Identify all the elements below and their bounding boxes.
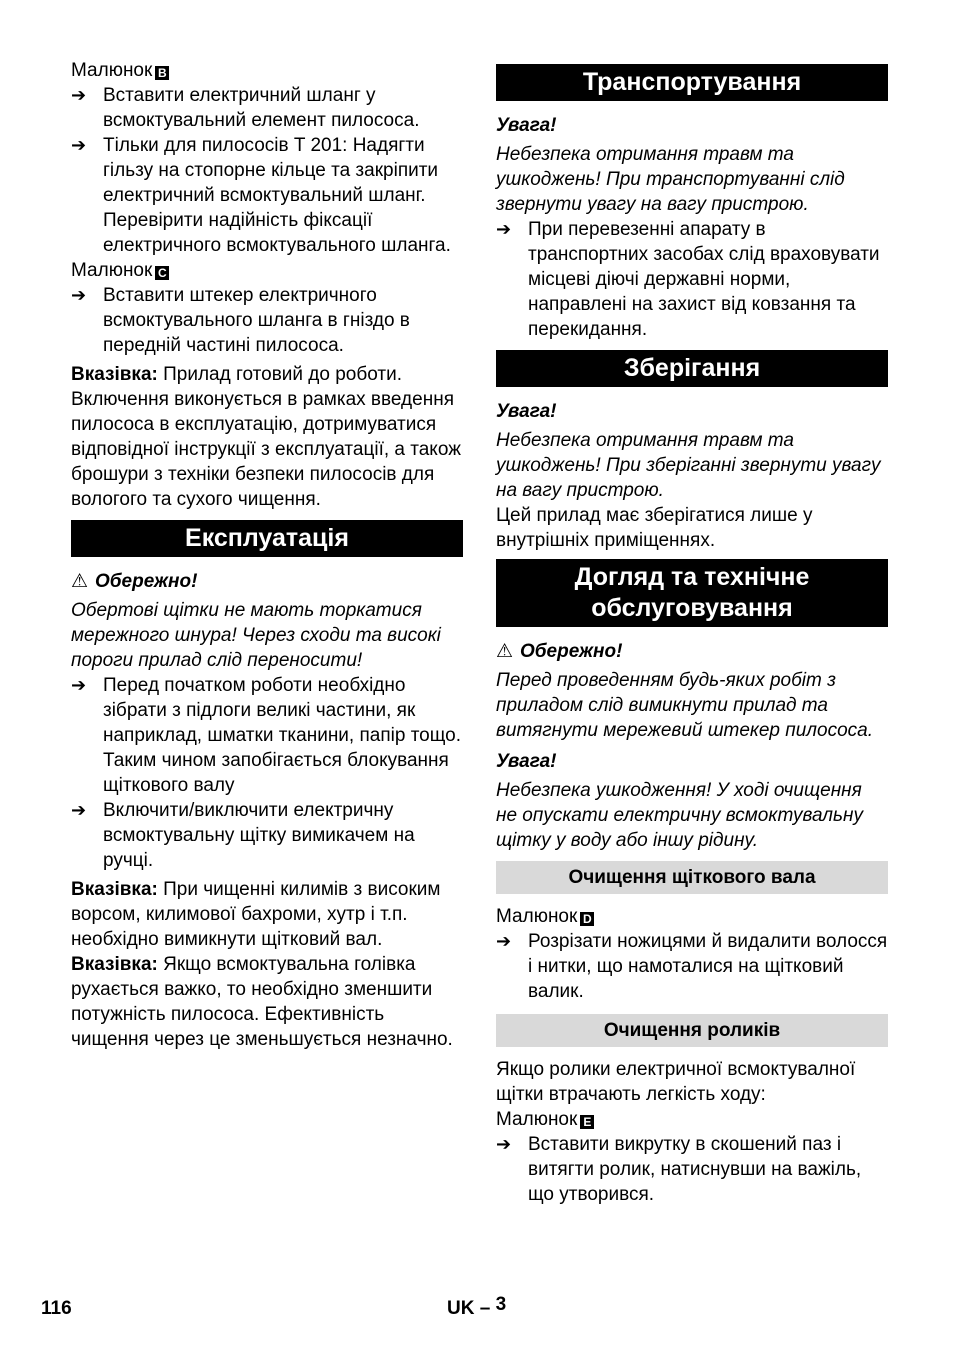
figure-ref-b xyxy=(71,58,463,83)
bullet-item xyxy=(71,798,463,873)
caution-label-text: Обережно! xyxy=(95,571,198,592)
right-column xyxy=(496,58,888,1207)
note-text: Якщо всмоктувальна голівка рухається важко, то необхідно зменшити потужність пилососа. Ефективність чищення через це зменьшується незначно. xyxy=(71,954,453,1050)
figure-label: Малюнок xyxy=(71,260,153,281)
arrow-right-icon: ➔ xyxy=(71,675,87,695)
bullet-text: Розрізати ножицями й видалити волосся і нитки, що намоталися на щітковий валик. xyxy=(528,931,888,1002)
note-paragraph xyxy=(71,952,463,1052)
caution-text: Обертові щітки не мають торкатися мережного шнура! Через сходи та високі пороги прилад слід переносити! xyxy=(71,600,441,671)
bullet-item xyxy=(496,1132,888,1207)
figure-badge-e: E xyxy=(580,1115,594,1129)
caution-label-text: Обережно! xyxy=(520,641,623,662)
bullet-text: При перевезенні апарату в транспортних засобах слід враховувати місцеві діючі державні норми, направлені на захист від ковзання та перекидання. xyxy=(528,219,880,340)
storage-text: Цей прилад має зберігатися лише у внутрішніх приміщеннях. xyxy=(496,505,813,551)
warning-triangle-icon: ⚠ xyxy=(496,641,514,662)
bullet-text: Вставити викрутку в скошений паз і витягти ролик, натиснувши на важіль, що утворився. xyxy=(528,1134,862,1205)
arrow-right-icon: ➔ xyxy=(71,85,87,105)
bullet-item xyxy=(496,217,888,342)
figure-badge-b: B xyxy=(155,66,169,80)
caution-text: Перед проведенням будь-яких робіт з приладом слід вимикнути прилад та витягнути мережевий штекер пилососа. xyxy=(496,670,873,741)
figure-label: Малюнок xyxy=(496,1109,578,1130)
bullet-text: Тільки для пилососів T 201: Надягти гільзу на стопорне кільце та закріпити електричний всмоктувальний шланг. Перевірити надійність фіксації електричного всмоктувального шланга. xyxy=(103,135,451,256)
arrow-right-icon: ➔ xyxy=(71,800,87,820)
language-code: UK – xyxy=(447,1298,491,1319)
figure-label: Малюнок xyxy=(496,906,578,927)
arrow-right-icon: ➔ xyxy=(496,1134,512,1154)
left-column xyxy=(71,58,463,1052)
bullet-item xyxy=(71,673,463,798)
arrow-right-icon: ➔ xyxy=(71,285,87,305)
section-heading-operation: Експлуатація xyxy=(71,520,463,557)
caution-label xyxy=(71,569,463,594)
note-text: При чищенні килимів з високим ворсом, килимової бахроми, хутр і т.п. необхідно вимикнути щітковий вал. xyxy=(71,879,441,950)
rollers-text: Якщо ролики електричної всмоктувалної щітки втрачають легкість ходу: xyxy=(496,1059,856,1105)
section-heading-care: Догляд та технічне обслуговування xyxy=(496,559,888,627)
note-paragraph xyxy=(71,877,463,952)
subheading-brush-cleaning: Очищення щіткового вала xyxy=(496,861,888,894)
arrow-right-icon: ➔ xyxy=(71,135,87,155)
bullet-item xyxy=(496,929,888,1004)
figure-ref-c xyxy=(71,258,463,283)
section-heading-transport: Транспортування xyxy=(496,64,888,101)
warning-text: Небезпека отримання травм та ушкоджень! При зберіганні звернути увагу на вагу пристрою. xyxy=(496,430,881,501)
warning-label: Увага! xyxy=(496,401,557,422)
warning-text: Небезпека ушкодження! У ході очищення не опускати електричну всмоктувальну щітку у воду або іншу рідину. xyxy=(496,780,863,851)
section-heading-storage: Зберігання xyxy=(496,350,888,387)
warning-text: Небезпека отримання травм та ушкоджень! При транспортуванні слід звернути увагу на вагу пристрою. xyxy=(496,144,845,215)
bullet-item xyxy=(71,133,463,258)
figure-ref-d xyxy=(496,904,888,929)
note-label: Вказівка: xyxy=(71,954,158,975)
note-label: Вказівка: xyxy=(71,879,158,900)
arrow-right-icon: ➔ xyxy=(496,219,512,239)
language-page-number: 3 xyxy=(495,1294,507,1315)
page-number: 116 xyxy=(41,1298,72,1319)
note-label: Вказівка: xyxy=(71,364,158,385)
bullet-text: Вставити штекер електричного всмоктувального шланга в гніздо в передній частині пилососа. xyxy=(103,285,410,356)
note-paragraph xyxy=(71,362,463,512)
figure-ref-e xyxy=(496,1107,888,1132)
language-page-label xyxy=(447,1296,506,1321)
bullet-item xyxy=(71,83,463,133)
bullet-text: Перед початком роботи необхідно зібрати з підлоги великі частини, як наприклад, шматки тканини, папір тощо. Таким чином запобігається блокування щіткового валу xyxy=(103,675,462,796)
figure-badge-d: D xyxy=(580,912,594,926)
bullet-item xyxy=(71,283,463,358)
warning-triangle-icon: ⚠ xyxy=(71,571,89,592)
warning-label: Увага! xyxy=(496,751,557,772)
figure-label: Малюнок xyxy=(71,60,153,81)
note-text: Прилад готовий до роботи. Включення виконується в рамках введення пилососа в експлуатацію, дотримуватися відповідної інструкції з експлуатації, а також брошури з техніки безпеки пилососів для вологого та сухого чищення. xyxy=(71,364,461,510)
figure-badge-c: C xyxy=(155,266,169,280)
warning-label: Увага! xyxy=(496,115,557,136)
arrow-right-icon: ➔ xyxy=(496,931,512,951)
bullet-text: Включити/виключити електричну всмоктувальну щітку вимикачем на ручці. xyxy=(103,800,415,871)
bullet-text: Вставити електричний шланг у всмоктувальний елемент пилососа. xyxy=(103,85,420,131)
caution-label xyxy=(496,639,888,664)
subheading-roller-cleaning: Очищення роликів xyxy=(496,1014,888,1047)
